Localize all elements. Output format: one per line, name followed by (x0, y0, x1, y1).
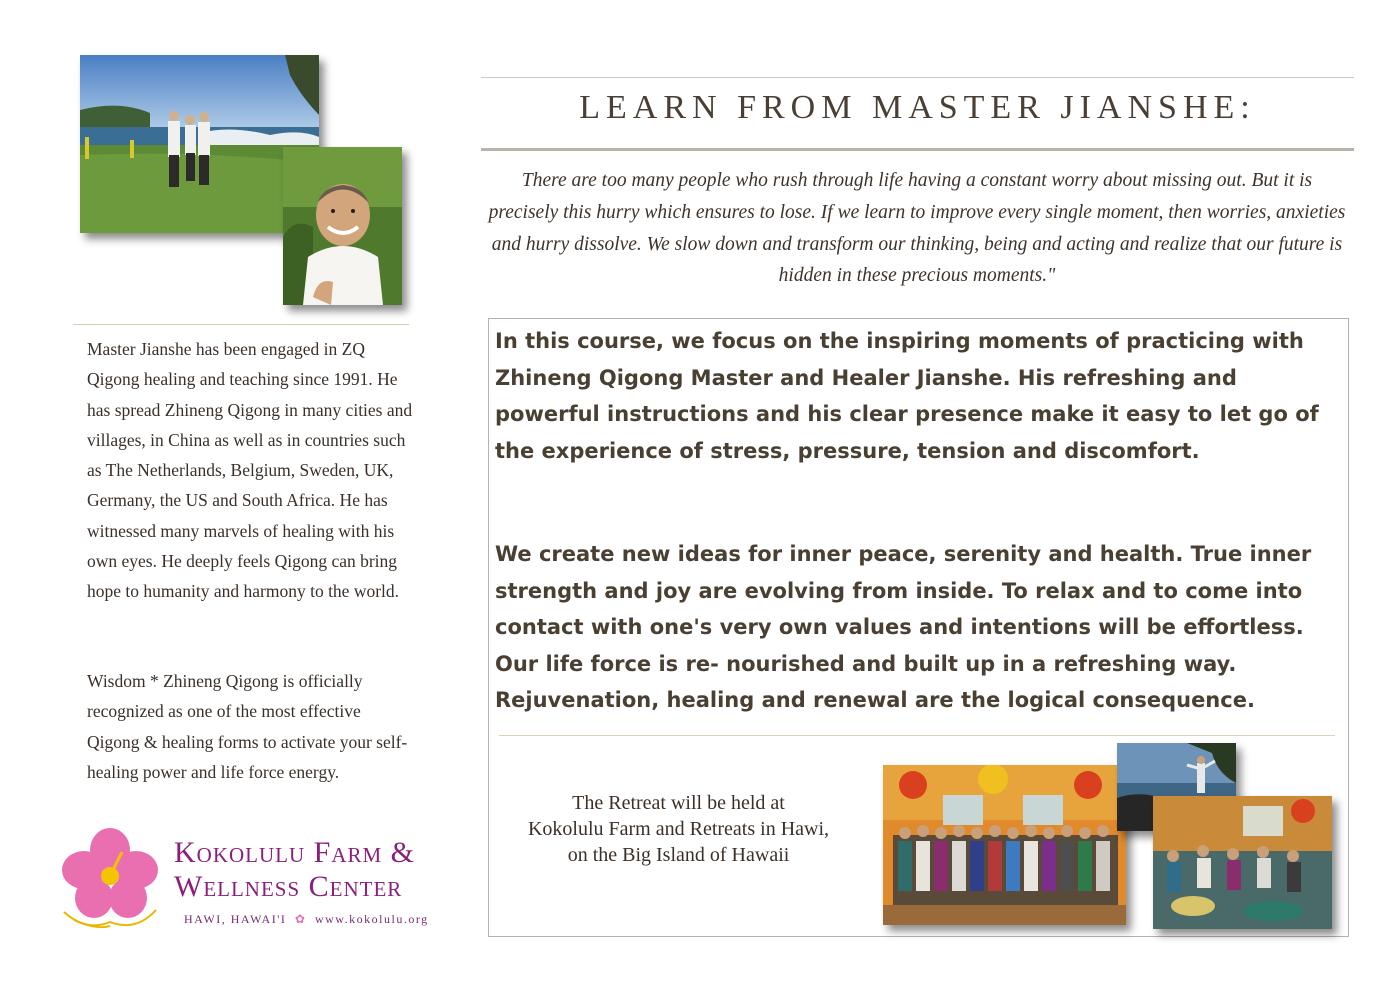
retreat-line-2: Kokolulu Farm and Retreats in Hawi, (527, 818, 830, 840)
retreat-line-3: on the Big Island of Hawaii (567, 844, 790, 866)
group-practice-photo (1153, 796, 1332, 929)
logo-title-line1: Kokolulu Farm & (174, 836, 416, 869)
bio-paragraph: Master Jianshe has been engaged in ZQ Qigong healing and teaching since 1991. He has spread Zhineng Qigong in many cities and villages, in China as well as in countries such as The Netherlands, Belgium, Sweden, UK, Germany, the US and South Africa. He has witnessed many marvels of healing with his own eyes. He deeply feels Qigong can bring hope to humanity and harmony to the world. (87, 339, 413, 602)
quote-text: There are too many people who rush through life having a constant worry about missing out. But it is precisely this hurry which ensures to lose. If we learn to improve every single moment, then worries, anxieties and hurry dissolve. We slow down and transform our thinking, being and acting and realize that our future is hidden in these precious moments." (488, 170, 1346, 287)
logo-subline (184, 912, 429, 927)
header-bottom-rule (481, 148, 1354, 151)
retreat-location (500, 790, 857, 868)
logo-title-line2: Wellness Center (174, 870, 403, 903)
hibiscus-flower-icon (56, 822, 164, 932)
logo-url[interactable]: www.kokolulu.org (314, 912, 429, 926)
retreat-line-1: The Retreat will be held at (572, 792, 785, 814)
logo-location: HAWI, HAWAI'I (184, 912, 287, 926)
box-divider (499, 735, 1335, 736)
left-divider (73, 324, 409, 325)
kokolulu-logo[interactable] (56, 818, 446, 938)
course-paragraph-2: We create new ideas for inner peace, serenity and health. True inner strength and joy are evolving from inside. To relax and to come into contact with one's very own values and intentions will be effortless. Our life force is re- nourished and built up in a refreshing way. Rejuvenation, healing and renewal are the logical consequence. (495, 542, 1312, 712)
small-flower-icon: ✿ (294, 912, 307, 926)
wisdom-paragraph: Wisdom * Zhineng Qigong is officially recognized as one of the most effective Qigong & healing forms to activate your self-healing power and life force energy. (87, 671, 408, 782)
course-paragraph-1: In this course, we focus on the inspiring moments of practicing with Zhineng Qigong Master and Healer Jianshe. His refreshing and powerful instructions and his clear presence make it easy to let go of the experience of stress, pressure, tension and discomfort. (495, 329, 1319, 463)
retreat-group-photo (883, 765, 1126, 925)
page-title: LEARN FROM MASTER JIANSHE: (579, 89, 1256, 126)
master-portrait-photo (283, 147, 402, 305)
header-top-rule (481, 77, 1354, 78)
